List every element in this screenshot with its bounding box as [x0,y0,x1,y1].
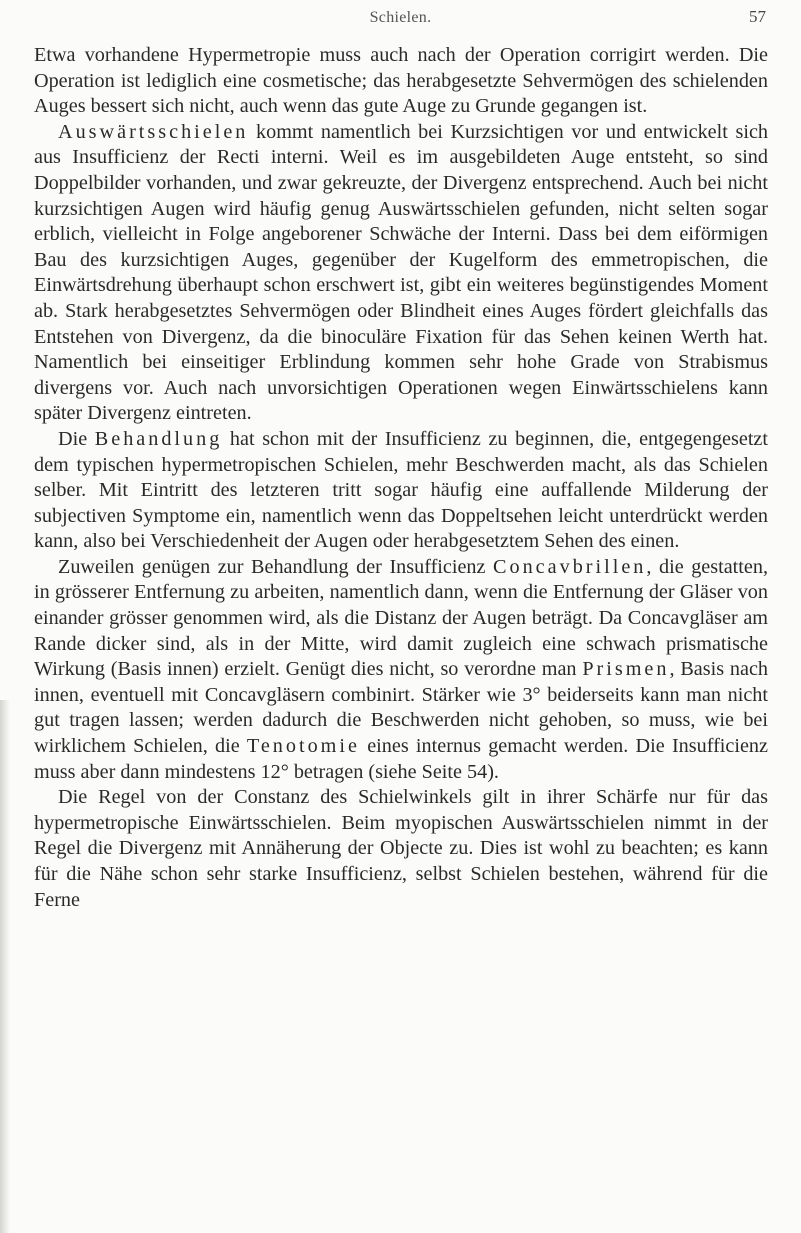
paragraph-text: Zuweilen genügen zur Behandlung der Insufficienz [58,555,494,578]
emphasized-term: Auswärtsschielen [58,120,249,143]
emphasized-term: Prismen [582,658,670,681]
paragraph-3 [34,427,768,555]
running-title: Schielen. [369,9,432,26]
paragraph-text: kommt namentlich bei Kurzsichtigen vor und entwickelt sich aus Insufficienz der Recti interni. Weil es im ausgebildeten Auge entsteht, so sind Doppelbilder vorhanden, und zwar gekreuzte, der Divergenz entsprechend. Auch bei nicht kurzsichtigen Augen wird häufig genug Auswärtsschielen gefunden, nicht selten sogar erblich, vielleicht in Folge angeborener Schwäche der Interni. Dass bei dem eiförmigen Bau des kurzsichtigen Auges, gegenüber der Kugelform des emmetropischen, die Einwärtsdrehung überhaupt schon erschwert ist, gibt ein weiteres begünstigendes Moment ab. Stark herabgesetztes Sehvermögen oder Blindheit eines Auges fördert gleichfalls das Entstehen von Divergenz, da die binoculäre Fixation für das Sehen keinen Werth hat. Namentlich bei einseitiger Erblindung kommen sehr hohe Grade von Strabismus divergens vor. Auch nach unvorsichtigen Operationen wegen Einwärtsschielens kann später Divergenz eintreten. [34,120,768,425]
paragraph-text: Die [58,427,95,450]
emphasized-term: Behandlung [94,427,223,450]
paragraph-text: eines internus gemacht werden. Die Insufficienz muss aber dann mindestens 12° betragen (siehe Seite 54). [34,735,768,783]
emphasized-term: Tenotomie [246,735,360,758]
paragraph-text: , Basis nach innen, eventuell mit Concavgläsern combinirt. Stärker wie 3° beiderseits kann man nicht gut tragen lassen; werden dadurch die Beschwerden nicht gehoben, so muss, wie bei wirklichem Schielen, die [34,658,768,758]
paragraph-text: , die gestatten, in grösserer Entfernung zu arbeiten, namentlich dann, wenn die Entfernung der Gläser von einander grösser genommen wird, als die Distanz der Augen beträgt. Da Concavgläser am Rande dicker sind, als in der Mitte, wird damit zugleich eine schwach prismatische Wirkung (Basis innen) erzielt. Genügt dies nicht, so verordne man [34,555,768,681]
page-edge-shadow [0,700,10,1233]
page-number: 57 [749,7,766,26]
paragraph-1: Etwa vorhandene Hypermetropie muss auch nach der Operation corrigirt werden. Die Operation ist lediglich eine cosmetische; das herabgesetzte Sehvermögen des schielenden Auges bessert sich nicht, auch wenn das gute Auge zu Grunde gegangen ist. [34,44,768,118]
paragraph-5: Die Regel von der Constanz des Schielwinkels gilt in ihrer Schärfe nur für das hypermetropische Einwärtsschielen. Beim myopischen Auswärtsschielen nimmt in der Regel die Divergenz mit Annäherung der Objecte zu. Dies ist wohl zu beachten; es kann für die Nähe schon sehr starke Insufficienz, selbst Schielen bestehen, während für die Ferne [34,786,768,911]
paragraph-text: hat schon mit der Insufficienz zu beginnen, die, entgegengesetzt dem typischen hypermetropischen Schielen, mehr Beschwerden macht, als das Schielen selber. Mit Eintritt des letzteren tritt sogar häufig eine auffallende Milderung der subjectiven Symptome ein, namentlich wenn das Doppeltsehen leicht unterdrückt werden kann, also bei Verschiedenheit der Augen oder herabgesetztem Sehen des einen. [34,427,768,553]
emphasized-term: Concavbrillen [493,555,647,578]
paragraph-4 [34,555,768,785]
paragraph-2 [34,120,768,427]
body-text [34,43,768,913]
